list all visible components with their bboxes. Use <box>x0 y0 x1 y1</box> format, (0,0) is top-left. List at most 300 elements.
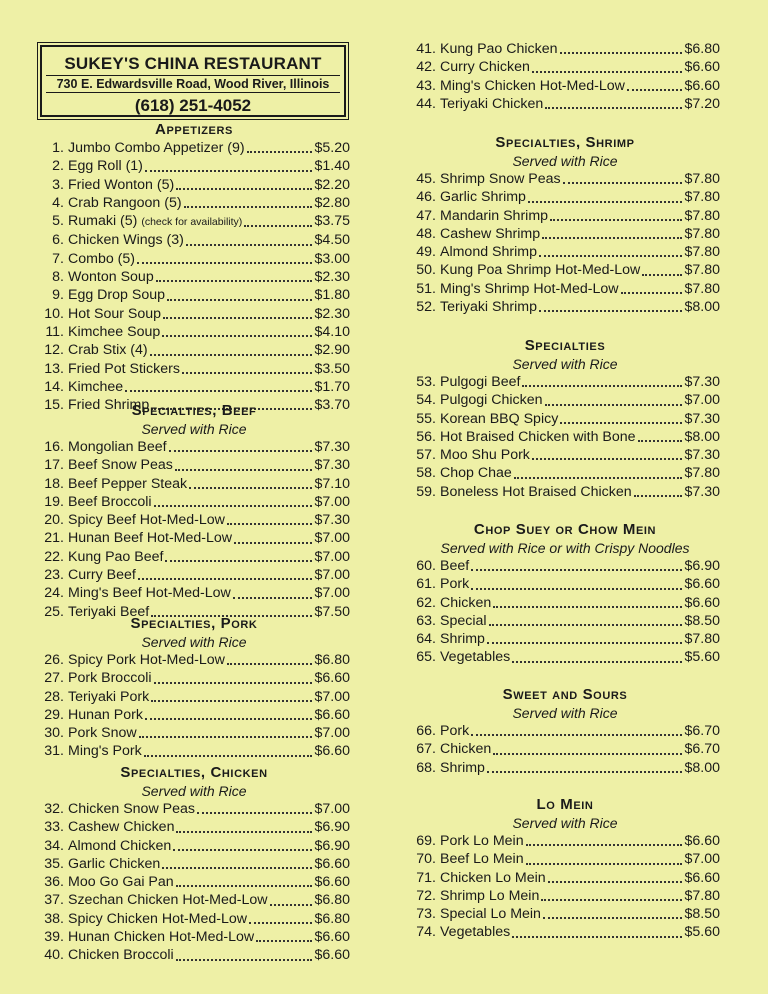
menu-item <box>38 438 350 456</box>
item-price: $7.30 <box>314 439 350 455</box>
item-number: 46. <box>416 189 436 206</box>
item-number: 70. <box>416 851 436 868</box>
section-title: Specialties, Pork <box>130 615 258 632</box>
dot-leader <box>471 733 682 736</box>
item-number: 20. <box>44 512 64 529</box>
item-number: 4. <box>52 194 64 211</box>
item-number: 37. <box>44 892 64 909</box>
item-price: $6.60 <box>314 947 350 964</box>
menu-item <box>410 261 720 279</box>
item-name: Hunan Pork <box>68 706 143 723</box>
dot-leader <box>560 51 683 54</box>
item-name: Shrimp <box>440 631 485 648</box>
item-price: $8.50 <box>684 906 720 923</box>
item-number: 57. <box>416 447 436 464</box>
item-price: $6.60 <box>684 59 720 76</box>
item-number: 59. <box>416 483 436 500</box>
item-number: 11. <box>45 323 64 340</box>
item-price: $6.90 <box>314 819 350 836</box>
menu-item <box>410 207 720 225</box>
item-number: 13. <box>44 360 64 377</box>
menu-item <box>410 575 720 593</box>
menu-item <box>38 360 350 378</box>
menu-item <box>410 850 720 868</box>
section-subtitle: Served with Rice <box>512 356 618 372</box>
item-name: Ming's Beef Hot-Med-Low <box>68 585 231 602</box>
item-price: $7.30 <box>684 447 720 464</box>
item-price: $5.60 <box>684 924 720 941</box>
item-name: Szechan Chicken Hot-Med-Low <box>68 892 268 909</box>
item-name: Moo Go Gai Pan <box>68 874 174 891</box>
item-price: $7.80 <box>684 280 720 297</box>
item-price: $5.20 <box>314 140 350 156</box>
item-price: $7.10 <box>314 475 350 492</box>
item-name: Special <box>440 612 487 629</box>
item-name: Boneless Hot Braised Chicken <box>440 483 632 500</box>
section-title: Chop Suey or Chow Mein <box>473 521 657 538</box>
item-name: Curry Beef <box>68 567 136 584</box>
item-price: $7.00 <box>314 688 350 705</box>
item-name: Kung Pao Chicken <box>440 41 558 57</box>
dot-leader <box>270 903 313 906</box>
menu-item <box>38 669 350 687</box>
item-number: 6. <box>52 232 64 249</box>
restaurant-phone: (618) 251-4052 <box>134 96 252 115</box>
item-number: 72. <box>416 887 436 904</box>
menu-item <box>410 759 720 777</box>
dot-leader <box>487 641 683 644</box>
item-price: $4.50 <box>314 232 350 249</box>
menu-item <box>38 139 350 157</box>
item-number: 63. <box>416 612 436 629</box>
menu-item <box>38 456 350 474</box>
item-name: Crab Rangoon (5) <box>68 194 182 211</box>
menu-item <box>410 58 720 76</box>
item-number: 69. <box>416 833 436 849</box>
item-price: $6.60 <box>314 743 350 760</box>
menu-item <box>410 905 720 923</box>
menu-item <box>38 706 350 724</box>
item-price: $8.00 <box>684 299 720 316</box>
item-number: 18. <box>44 475 64 492</box>
menu-item <box>38 548 350 566</box>
item-price: $8.00 <box>684 428 720 445</box>
item-number: 39. <box>44 929 64 946</box>
item-number: 55. <box>416 410 436 427</box>
dot-leader <box>256 939 312 942</box>
item-price: $7.80 <box>684 225 720 242</box>
item-number: 42. <box>416 59 436 76</box>
dot-leader <box>493 605 682 608</box>
menu-item <box>38 231 350 249</box>
menu-list <box>38 651 350 761</box>
menu-list <box>410 832 720 942</box>
item-price: $6.80 <box>684 41 720 57</box>
dot-leader <box>487 770 683 773</box>
dot-leader <box>125 389 312 392</box>
dot-leader <box>139 735 313 738</box>
item-number: 47. <box>416 207 436 224</box>
dot-leader <box>642 273 682 276</box>
dot-leader <box>182 371 313 374</box>
restaurant-name: SUKEY'S CHINA RESTAURANT <box>64 54 322 73</box>
dot-leader <box>541 898 682 901</box>
item-price: $7.50 <box>314 603 350 620</box>
dot-leader <box>167 298 312 301</box>
section-beef <box>38 402 350 621</box>
dot-leader <box>244 224 312 227</box>
item-number: 67. <box>416 741 436 758</box>
item-name: Egg Drop Soup <box>68 287 166 304</box>
menu-item <box>38 176 350 194</box>
menu-list <box>410 40 720 113</box>
item-price: $2.30 <box>314 305 350 322</box>
dot-leader <box>249 921 312 924</box>
menu-item <box>38 475 350 493</box>
dot-leader <box>542 236 682 239</box>
menu-item <box>38 341 350 359</box>
dot-leader <box>173 848 312 851</box>
item-name: Chicken Broccoli <box>68 947 174 964</box>
item-price: $3.50 <box>314 360 350 377</box>
item-name: Pulgogi Beef <box>440 374 521 390</box>
dot-leader <box>627 88 683 91</box>
item-name: Ming's Shrimp Hot-Med-Low <box>440 280 619 297</box>
item-number: 49. <box>416 244 436 261</box>
item-name: Vegetables <box>440 924 511 941</box>
menu-item <box>410 594 720 612</box>
item-price: $7.00 <box>684 851 720 868</box>
item-name: Moo Shu Pork <box>440 447 530 464</box>
item-price: $7.00 <box>314 567 350 584</box>
item-name: Egg Roll (1) <box>68 158 143 175</box>
item-price: $7.20 <box>684 95 720 112</box>
dot-leader <box>563 181 683 184</box>
item-number: 52. <box>416 299 436 316</box>
section-specialties <box>410 337 720 501</box>
menu-item <box>38 250 350 268</box>
menu-item <box>38 268 350 286</box>
dot-leader <box>539 254 682 257</box>
item-price: $6.80 <box>314 652 350 668</box>
item-price: $7.30 <box>684 483 720 500</box>
item-note: (check for availability) <box>141 216 243 229</box>
item-price: $6.80 <box>314 892 350 909</box>
menu-item <box>38 800 350 818</box>
dot-leader <box>532 457 683 460</box>
item-name: Chicken <box>440 741 492 758</box>
dot-leader <box>162 334 312 337</box>
item-name: Curry Chicken <box>440 59 530 76</box>
dot-leader <box>197 811 313 814</box>
item-name: Kung Poa Shrimp Hot-Med-Low <box>440 262 641 279</box>
dot-leader <box>233 596 313 599</box>
item-name: Fried Wonton (5) <box>68 176 175 193</box>
menu-item <box>410 280 720 298</box>
item-number: 25. <box>44 603 64 620</box>
menu-item <box>38 837 350 855</box>
item-price: $7.80 <box>684 189 720 206</box>
item-name: Chicken Wings (3) <box>68 232 184 249</box>
item-number: 48. <box>416 225 436 242</box>
item-number: 62. <box>416 594 436 611</box>
item-number: 73. <box>416 906 436 923</box>
item-number: 41. <box>416 41 436 57</box>
item-price: $7.80 <box>684 262 720 279</box>
menu-item <box>38 323 350 341</box>
menu-list <box>38 438 350 621</box>
menu-list <box>38 139 350 414</box>
section-title: Lo Mein <box>536 796 594 813</box>
menu-item <box>410 225 720 243</box>
menu-item <box>38 212 350 231</box>
item-number: 24. <box>44 585 64 602</box>
menu-item <box>410 298 720 316</box>
section-subtitle: Served with Rice <box>512 153 618 169</box>
dot-leader <box>489 623 683 626</box>
item-number: 21. <box>44 530 64 547</box>
item-price: $7.00 <box>684 392 720 409</box>
item-number: 65. <box>416 649 436 666</box>
dot-leader <box>156 279 313 282</box>
item-number: 32. <box>44 801 64 817</box>
dot-leader <box>138 577 313 580</box>
section-subtitle: Served with Rice <box>512 815 618 831</box>
item-number: 74. <box>416 924 436 941</box>
dot-leader <box>543 916 683 919</box>
dot-leader <box>145 169 313 172</box>
menu-list <box>410 170 720 316</box>
menu-item <box>410 188 720 206</box>
item-number: 54. <box>416 392 436 409</box>
item-name: Almond Chicken <box>68 837 172 854</box>
item-number: 33. <box>44 819 64 836</box>
menu-item <box>38 818 350 836</box>
menu-item <box>410 243 720 261</box>
section-title: Specialties, Shrimp <box>495 134 635 151</box>
menu-item <box>38 688 350 706</box>
menu-item <box>38 566 350 584</box>
section-appetizers <box>38 121 350 414</box>
item-number: 29. <box>44 706 64 723</box>
item-price: $6.60 <box>684 77 720 94</box>
item-name: Beef Broccoli <box>68 493 152 510</box>
dot-leader <box>227 662 313 665</box>
item-name: Fried Shrimp <box>68 397 150 414</box>
item-name: Garlic Shrimp <box>440 189 526 206</box>
item-price: $6.60 <box>314 706 350 723</box>
menu-item <box>410 391 720 409</box>
menu-item <box>38 194 350 212</box>
section-chicken <box>38 764 350 965</box>
section-title: Specialties, Beef <box>131 402 257 419</box>
item-name: Fried Pot Stickers <box>68 360 180 377</box>
dot-leader <box>548 880 683 883</box>
item-price: $7.30 <box>684 410 720 427</box>
menu-item <box>410 170 720 188</box>
dot-leader <box>528 200 683 203</box>
item-number: 40. <box>44 947 64 964</box>
item-name: Shrimp Lo Mein <box>440 887 540 904</box>
menu-item <box>410 832 720 850</box>
item-number: 23. <box>44 567 64 584</box>
item-price: $1.70 <box>314 378 350 395</box>
item-price: $6.60 <box>314 874 350 891</box>
dot-leader <box>144 754 313 757</box>
item-number: 36. <box>44 874 64 891</box>
dot-leader <box>638 439 683 442</box>
item-name: Chicken Lo Mein <box>440 869 546 886</box>
item-name: Beef Lo Mein <box>440 851 524 868</box>
dot-leader <box>512 660 682 663</box>
item-number: 58. <box>416 465 436 482</box>
item-price: $6.90 <box>314 837 350 854</box>
item-name: Pork Lo Mein <box>440 833 524 849</box>
item-name: Hunan Beef Hot-Med-Low <box>68 530 233 547</box>
item-name: Shrimp <box>440 759 485 776</box>
item-price: $3.75 <box>314 213 350 230</box>
item-name: Chop Chae <box>440 465 512 482</box>
item-number: 31. <box>44 743 64 760</box>
item-number: 43. <box>416 77 436 94</box>
item-price: $6.70 <box>684 723 720 739</box>
menu-item <box>38 529 350 547</box>
dot-leader <box>154 681 313 684</box>
item-price: $6.60 <box>314 929 350 946</box>
item-name: Crab Stix (4) <box>68 342 148 359</box>
item-number: 50. <box>416 262 436 279</box>
item-price: $8.50 <box>684 612 720 629</box>
item-name: Teriyaki Shrimp <box>440 299 537 316</box>
dot-leader <box>514 476 683 479</box>
item-name: Beef Snow Peas <box>68 457 173 474</box>
menu-item <box>410 869 720 887</box>
dot-leader <box>162 866 312 869</box>
item-number: 14. <box>44 378 64 395</box>
item-number: 64. <box>416 631 436 648</box>
item-price: $3.70 <box>314 397 350 414</box>
item-number: 68. <box>416 759 436 776</box>
item-number: 66. <box>416 723 436 739</box>
item-price: $6.80 <box>314 910 350 927</box>
item-name: Jumbo Combo Appetizer (9) <box>68 140 245 156</box>
item-price: $6.60 <box>684 833 720 849</box>
dot-leader <box>532 70 683 73</box>
item-number: 53. <box>416 374 436 390</box>
dot-leader <box>234 541 312 544</box>
item-name: Spicy Beef Hot-Med-Low <box>68 512 225 529</box>
item-number: 71. <box>416 869 436 886</box>
menu-item <box>410 612 720 630</box>
item-name: Rumaki (5) <box>68 213 138 230</box>
item-name: Ming's Chicken Hot-Med-Low <box>440 77 625 94</box>
dot-leader <box>539 309 683 312</box>
menu-item <box>410 722 720 740</box>
item-price: $7.80 <box>684 171 720 187</box>
menu-item <box>38 286 350 304</box>
dot-leader <box>163 316 312 319</box>
menu-item <box>38 584 350 602</box>
section-shrimp <box>410 134 720 316</box>
item-number: 8. <box>52 269 64 286</box>
item-price: $6.60 <box>684 869 720 886</box>
menu-item <box>410 77 720 95</box>
item-price: $7.30 <box>314 457 350 474</box>
item-price: $6.60 <box>684 576 720 593</box>
item-number: 12. <box>44 342 64 359</box>
menu-item <box>410 887 720 905</box>
menu-item <box>410 373 720 391</box>
item-number: 5. <box>52 213 64 230</box>
section-chop-suey <box>410 521 720 667</box>
menu-item <box>410 740 720 758</box>
item-price: $1.40 <box>314 158 350 175</box>
section-title: Specialties <box>524 337 606 354</box>
item-price: $6.60 <box>314 855 350 872</box>
dot-leader <box>247 150 313 153</box>
menu-item <box>38 651 350 669</box>
dot-leader <box>621 291 683 294</box>
item-price: $7.80 <box>684 465 720 482</box>
item-price: $7.00 <box>314 725 350 742</box>
menu-item <box>410 40 720 58</box>
dot-leader <box>545 403 683 406</box>
item-name: Pork <box>440 723 470 739</box>
item-number: 56. <box>416 428 436 445</box>
item-name: Pork <box>440 576 470 593</box>
item-name: Kimchee <box>68 378 124 395</box>
menu-item <box>410 630 720 648</box>
dot-leader <box>184 205 313 208</box>
item-price: $7.00 <box>314 585 350 602</box>
item-number: 27. <box>44 670 64 687</box>
item-price: $7.80 <box>684 631 720 648</box>
item-number: 60. <box>416 558 436 574</box>
item-number: 3. <box>52 176 64 193</box>
menu-item <box>38 910 350 928</box>
item-name: Teriyaki Beef <box>68 603 150 620</box>
item-name: Hunan Chicken Hot-Med-Low <box>68 929 255 946</box>
dot-leader <box>176 884 313 887</box>
menu-item <box>38 157 350 175</box>
dot-leader <box>227 522 313 525</box>
item-name: Kimchee Soup <box>68 323 161 340</box>
dot-leader <box>176 187 312 190</box>
item-name: Pulgogi Chicken <box>440 392 543 409</box>
item-name: Chicken <box>440 594 492 611</box>
menu-item <box>38 511 350 529</box>
item-number: 2. <box>52 158 64 175</box>
menu-item <box>410 410 720 428</box>
item-number: 22. <box>44 548 64 565</box>
item-price: $5.60 <box>684 649 720 666</box>
section-chicken-cont <box>410 40 720 113</box>
menu-list <box>38 800 350 965</box>
section-sweet-sour <box>410 686 720 777</box>
dot-leader <box>471 587 682 590</box>
item-name: Pork Snow <box>68 725 137 742</box>
item-number: 9. <box>52 287 64 304</box>
item-name: Beef Pepper Steak <box>68 475 188 492</box>
item-price: $1.80 <box>314 287 350 304</box>
restaurant-address: 730 E. Edwardsville Road, Wood River, Illinois <box>46 75 340 93</box>
item-price: $6.70 <box>684 741 720 758</box>
menu-item <box>38 742 350 760</box>
menu-item <box>410 483 720 501</box>
dot-leader <box>522 384 682 387</box>
item-price: $2.20 <box>314 176 350 193</box>
section-title: Sweet and Sours <box>502 686 628 703</box>
